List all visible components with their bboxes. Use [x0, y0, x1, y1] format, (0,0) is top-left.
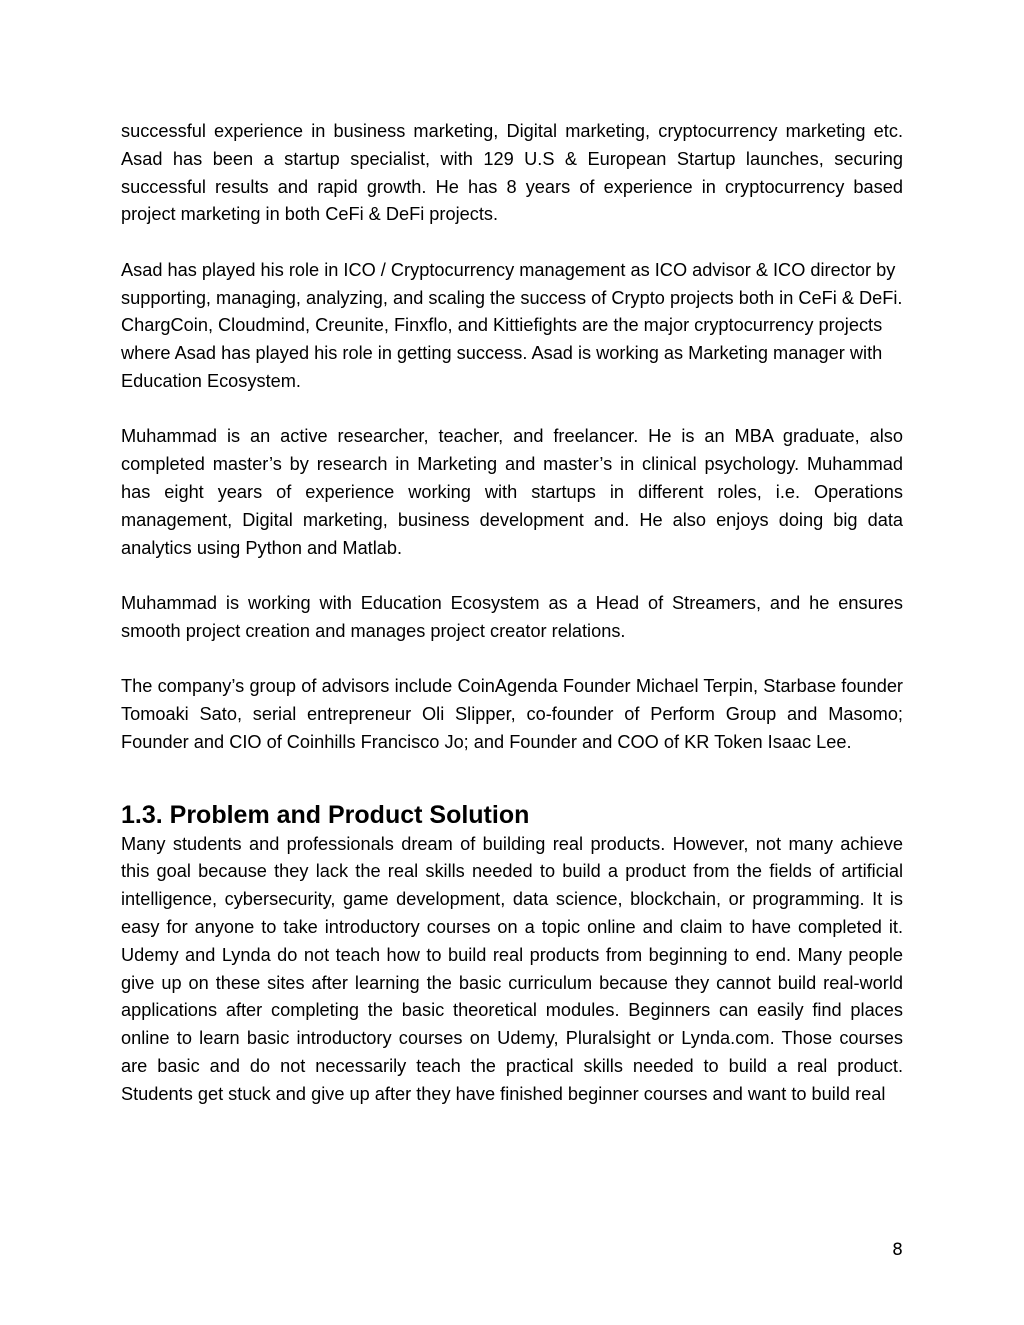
- paragraph-spacer: [121, 229, 903, 257]
- section-heading: 1.3. Problem and Product Solution: [121, 800, 530, 829]
- paragraph-asad-ico-role: Asad has played his role in ICO / Cryptocurrency management as ICO advisor & ICO director by supporting, managing, analyzing, and scaling the success of Crypto projects both in CeFi & DeFi. ChargCoin, Cloudmind, Creunite, Finxflo, and Kittiefights are the major cryptocurrency projects where Asad has played his role in getting success. Asad is working as Marketing manager with Education Ecosystem.: [121, 259, 903, 391]
- paragraph-muhammad-role: Muhammad is working with Education Ecosystem as a Head of Streamers, and he ensures smooth project creation and manages project creator relations.: [121, 592, 903, 641]
- paragraph-spacer: [121, 562, 903, 590]
- section-body-paragraph: Many students and professionals dream of building real products. However, not many achieve this goal because they lack the real skills needed to build a product from the fields of artificial intelligence, cybersecurity, game development, data science, blockchain, or programming. It is easy for anyone to take introductory courses on a topic online and claim to have completed it. Udemy and Lynda do not teach how to build real products from beginning to end. Many people give up on these sites after learning the basic curriculum because they cannot build real-world applications after completing the basic theoretical modules. Beginners can easily find places online to learn basic introductory courses on Udemy, Pluralsight or Lynda.com. Those courses are basic and do not necessarily teach the practical skills needed to build a real product. Students get stuck and give up after they have finished beginner courses and want to build real: [121, 833, 903, 1104]
- paragraph-spacer: [121, 396, 903, 424]
- paragraph-asad-experience: successful experience in business marketing, Digital marketing, cryptocurrency marketing etc. Asad has been a startup specialist, with 129 U.S & European Startup launches, securing successful results and rapid growth. He has 8 years of experience in cryptocurrency based project marketing in both CeFi & DeFi projects.: [121, 121, 903, 225]
- paragraph-muhammad-background: Muhammad is an active researcher, teacher, and freelancer. He is an MBA graduate, also completed master’s by research in Marketing and master’s in clinical psychology. Muhammad has eight years of experience working with startups in different roles, i.e. Operations management, Digital marketing, business development and. He also enjoys doing big data analytics using Python and Matlab.: [121, 426, 903, 558]
- page-number: 8: [892, 1240, 903, 1260]
- paragraph-spacer: [121, 646, 903, 674]
- section-spacer: [121, 757, 903, 799]
- paragraph-advisors: The company’s group of advisors include CoinAgenda Founder Michael Terpin, Starbase founder Tomoaki Sato, serial entrepreneur Oli Slipper, co-founder of Perform Group and Masomo; Founder and CIO of Coinhills Francisco Jo; and Founder and COO of KR Token Isaac Lee.: [121, 676, 903, 752]
- page-content: [121, 118, 903, 1108]
